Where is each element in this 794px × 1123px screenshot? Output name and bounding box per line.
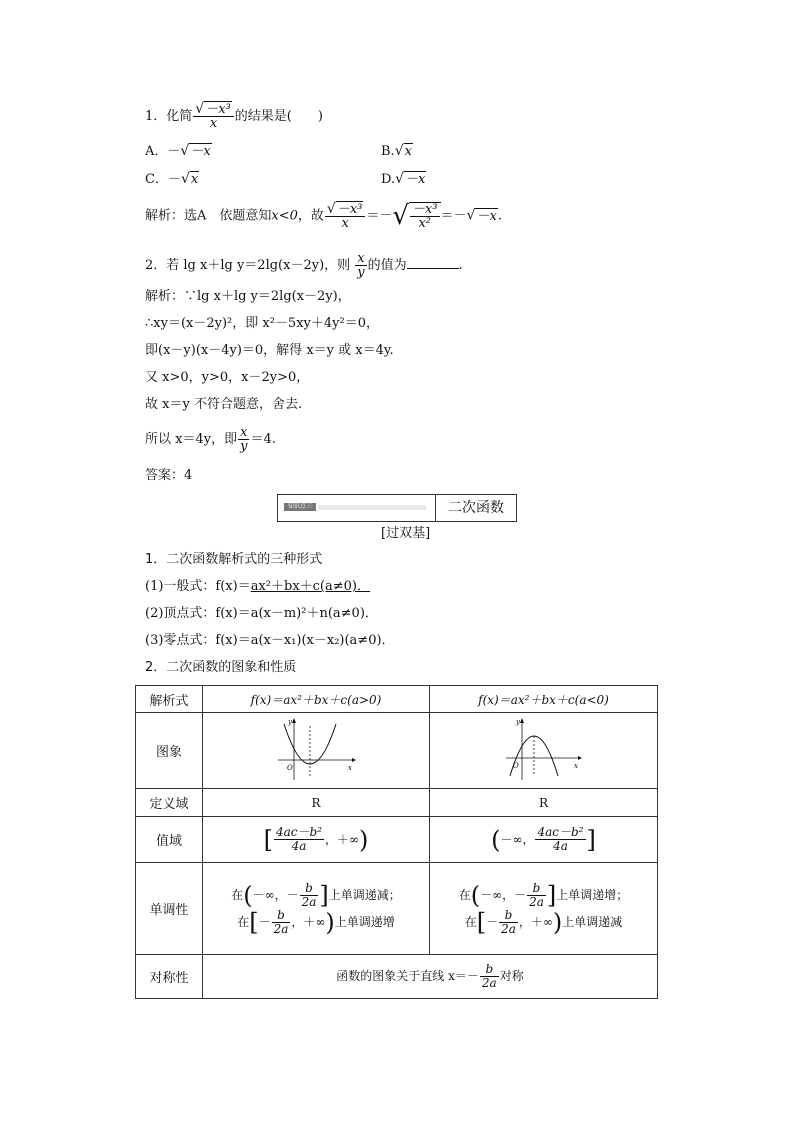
q1-fraction: $\frac{\text{√－x³}}{x}$	[193, 103, 233, 130]
upward-parabola-graph	[276, 716, 356, 782]
knowledge-point-box	[277, 494, 517, 522]
table-row-domain: 定义域 R R	[136, 789, 658, 817]
y-axis-label: y	[288, 718, 292, 726]
range-downward: (－∞， $\frac{\text{4ac－b²}}{4a}$ ]	[430, 817, 658, 863]
q1-option-a: A．－√－x	[145, 143, 211, 159]
q1-option-c: C．－√x	[145, 171, 199, 187]
table-row-graph: 图象 y O x y O x	[136, 713, 658, 789]
q2-analysis-4: 又 x>0，y>0，x－2y>0，	[145, 370, 310, 385]
q2-analysis-3: 即(x－y)(x－4y)＝0，解得 x＝y 或 x＝4y.	[145, 343, 394, 358]
svg-text:O: O	[512, 762, 519, 770]
knowledge-subtitle: [过双基]	[381, 526, 431, 541]
q1-option-d: D.√－x	[381, 171, 426, 187]
section1-form3: (3)零点式：f(x)＝a(x－x₁)(x－x₂)(a≠0)．	[145, 633, 395, 648]
range-upward: [ $\frac{\text{4ac－b²}}{4a}$ ，＋∞)	[203, 817, 430, 863]
section1-title: 1．二次函数解析式的三种形式	[145, 552, 323, 567]
svg-text:y: y	[515, 718, 520, 726]
q2-stem: 2．若 lg x＋lg y＝2lg(x－2y)，则 $\frac{x}{y}$ 的值为 .	[145, 251, 463, 280]
q2-answer: 答案：4	[145, 468, 193, 483]
table-row-monotonicity: 单调性 在(－∞，－ $\frac{b}{2a}$ ]上单调递减； 在[－ $\frac{b}{2a}$ ，＋∞)上单调递增 在(－∞，－ $\frac{b}{2a}$ ]上单调递增； 在[－ $\frac{b}{2a}$ ，＋∞)上单调递减	[136, 863, 658, 955]
knowledge-tag: 知识点三	[284, 503, 316, 511]
graph-downward	[430, 713, 658, 789]
section2-title: 2．二次函数的图象和性质	[145, 660, 297, 675]
q2-analysis-1: 解析：∵lg x＋lg y＝2lg(x－2y)，	[145, 289, 351, 304]
knowledge-tag-bar	[318, 505, 426, 510]
q1-prefix: 1．化简	[145, 109, 193, 124]
knowledge-title: 二次函数	[448, 500, 504, 516]
table-row-range: 值域 [ $\frac{\text{4ac－b²}}{4a}$ ，＋∞) (－∞， $\frac{\text{4ac－b²}}{4a}$ ]	[136, 817, 658, 863]
table-row-symmetry: 对称性 函数的图象关于直线 x＝－ $\frac{b}{2a}$ 对称	[136, 955, 658, 999]
downward-parabola-graph	[504, 716, 584, 782]
section1-form2: (2)顶点式：f(x)＝a(x－m)²＋n(a≠0)．	[145, 606, 378, 621]
q2-analysis-2: ∴xy＝(x－2y)²，即 x²－5xy＋4y²＝0，	[145, 316, 379, 331]
q1-stem	[145, 103, 323, 130]
origin-label: O	[287, 764, 293, 772]
svg-text:x: x	[573, 762, 578, 770]
q2-analysis-5: 故 x＝y 不符合题意，舍去.	[145, 397, 303, 412]
q1-option-b: B.√x	[381, 143, 412, 159]
section1-form1: (1)一般式：f(x)＝ax²＋bx＋c(a≠0)．	[145, 579, 370, 594]
q1-analysis: 解析：选A 依题意知x<0，故 $\frac{\text{√－x³}}{x}$ ＝－√ $\frac{\text{－x³}}{\text{x²}}$ ＝－√－x.	[145, 200, 502, 231]
answer-blank	[407, 256, 459, 269]
table-row-formula: 解析式 f(x)＝ax²＋bx＋c(a>0) f(x)＝ax²＋bx＋c(a<0)	[136, 686, 658, 713]
q2-analysis-6: 所以 x＝4y，即 $\frac{x}{y}$ ＝4.	[145, 425, 276, 454]
symmetry-cell: 函数的图象关于直线 x＝－ $\frac{b}{2a}$ 对称	[203, 955, 658, 999]
monotonicity-upward: 在(－∞，－ $\frac{b}{2a}$ ]上单调递减； 在[－ $\frac{b}{2a}$ ，＋∞)上单调递增	[203, 863, 430, 955]
quadratic-properties-table	[135, 685, 658, 999]
monotonicity-downward: 在(－∞，－ $\frac{b}{2a}$ ]上单调递增； 在[－ $\frac{b}{2a}$ ，＋∞)上单调递减	[430, 863, 658, 955]
q1-suffix: 的结果是( )	[234, 109, 323, 124]
graph-upward	[203, 713, 430, 789]
x-axis-label: x	[348, 764, 352, 772]
